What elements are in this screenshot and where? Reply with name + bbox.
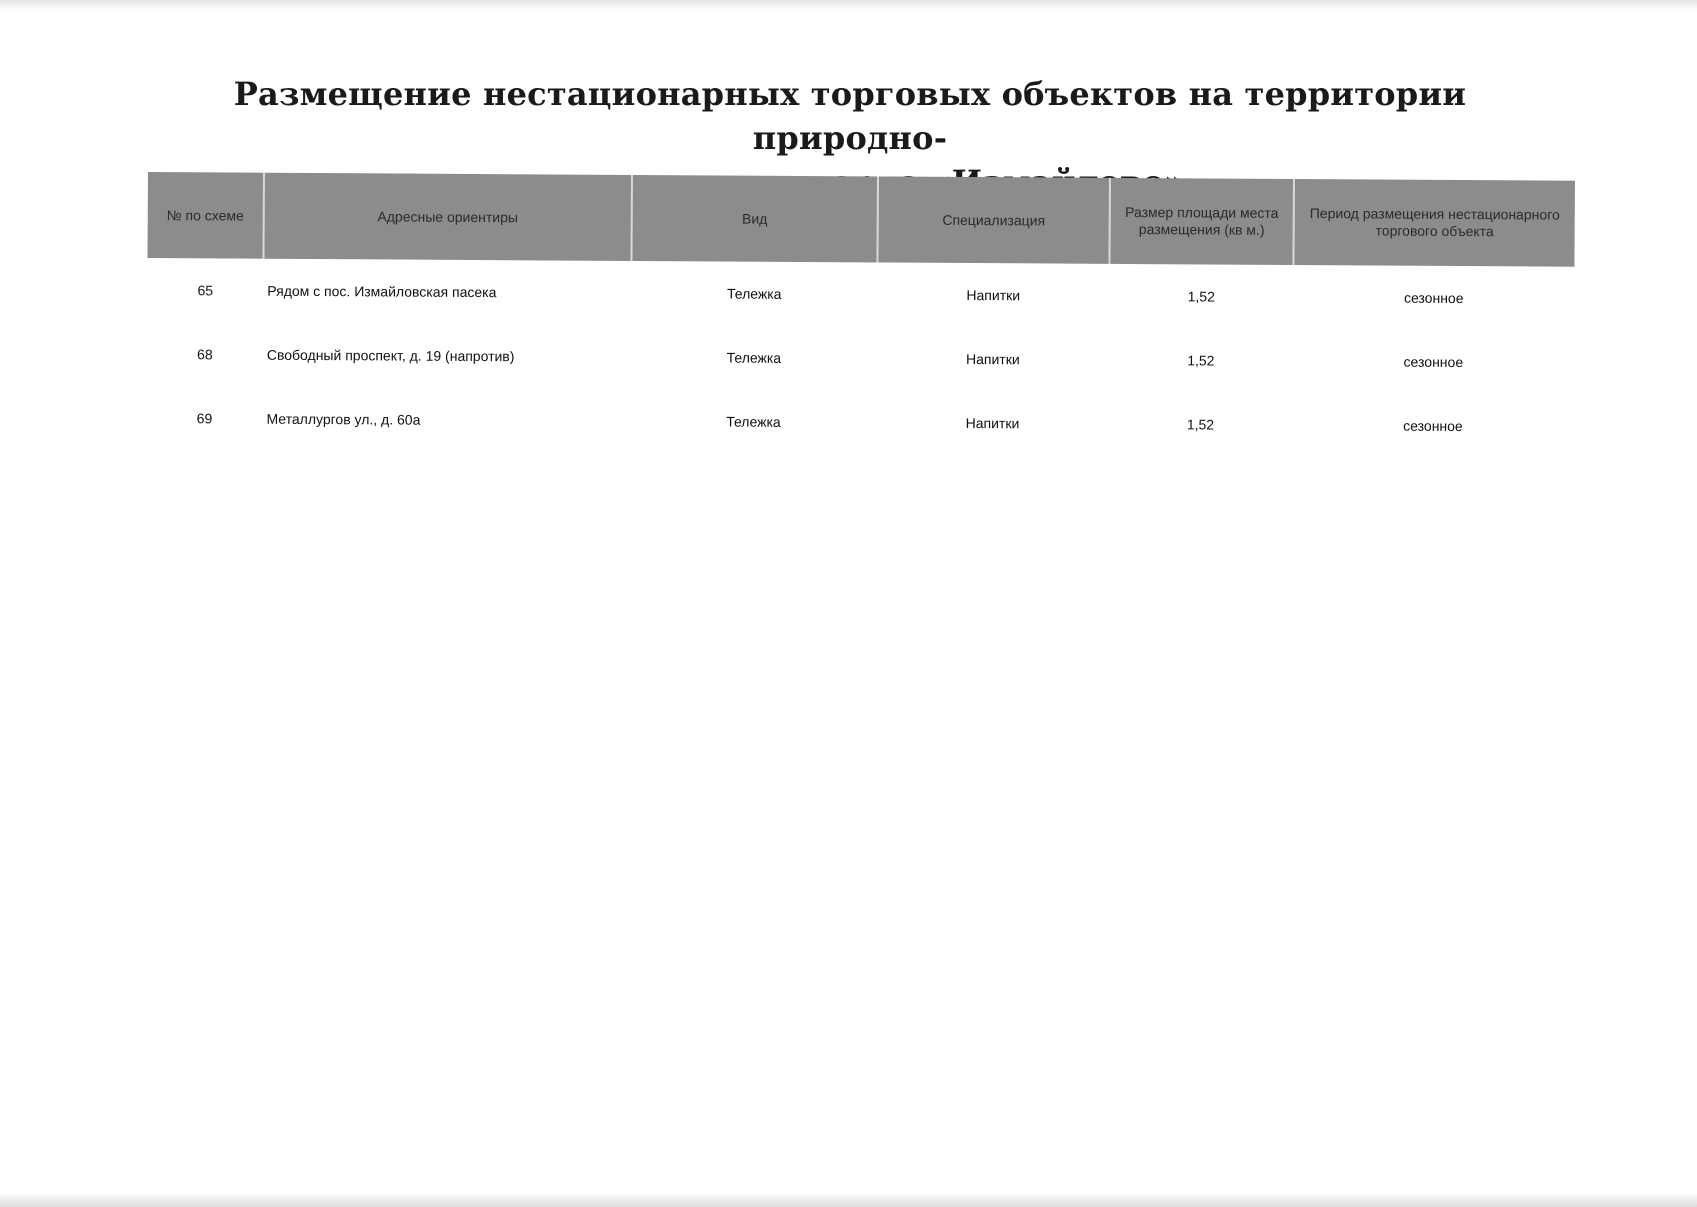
cell-address: Рядом с пос. Измайловская пасека xyxy=(267,282,497,301)
cell-period: сезонное xyxy=(1403,353,1464,371)
table-header xyxy=(147,172,1574,267)
header-address: Адресные ориентиры xyxy=(263,173,632,261)
header-area: Размер площади места размещения (кв м.) xyxy=(1109,178,1294,265)
header-row xyxy=(147,172,1574,267)
cell-period: сезонное xyxy=(1403,417,1463,435)
cell-address: Свободный проспект, д. 19 (напротив) xyxy=(266,346,515,365)
header-type: Вид xyxy=(631,175,878,263)
cell-address: Металлургов ул., д. 60а xyxy=(266,410,421,428)
table-row xyxy=(147,258,1574,331)
cell-specialization: Напитки xyxy=(966,287,1021,304)
cell-specialization: Напитки xyxy=(965,414,1020,432)
cell-specialization: Напитки xyxy=(965,351,1020,368)
table-body xyxy=(146,258,1574,459)
cell-type: Тележка xyxy=(726,349,782,366)
header-specialization: Специализация xyxy=(877,176,1110,263)
cell-type: Тележка xyxy=(726,413,781,430)
header-scheme-number: № по схеме xyxy=(147,172,264,259)
scan-edge-bottom xyxy=(0,1193,1697,1207)
table-row xyxy=(146,386,1573,459)
cell-number: 69 xyxy=(196,410,213,427)
header-period: Период размещения нестационарного торгового объекта xyxy=(1293,179,1575,267)
cell-number: 65 xyxy=(197,282,214,299)
placement-table xyxy=(146,172,1575,459)
cell-number: 68 xyxy=(197,346,213,363)
cell-type: Тележка xyxy=(726,285,782,302)
cell-area: 1,52 xyxy=(1187,288,1215,305)
title-line-1: Размещение нестационарных торговых объектов на территории природно- xyxy=(233,75,1467,157)
cell-area: 1,52 xyxy=(1187,352,1215,369)
cell-period: сезонное xyxy=(1403,289,1464,307)
cell-area: 1,52 xyxy=(1186,416,1215,433)
scan-edge-top xyxy=(0,0,1697,10)
table-row xyxy=(147,322,1574,395)
